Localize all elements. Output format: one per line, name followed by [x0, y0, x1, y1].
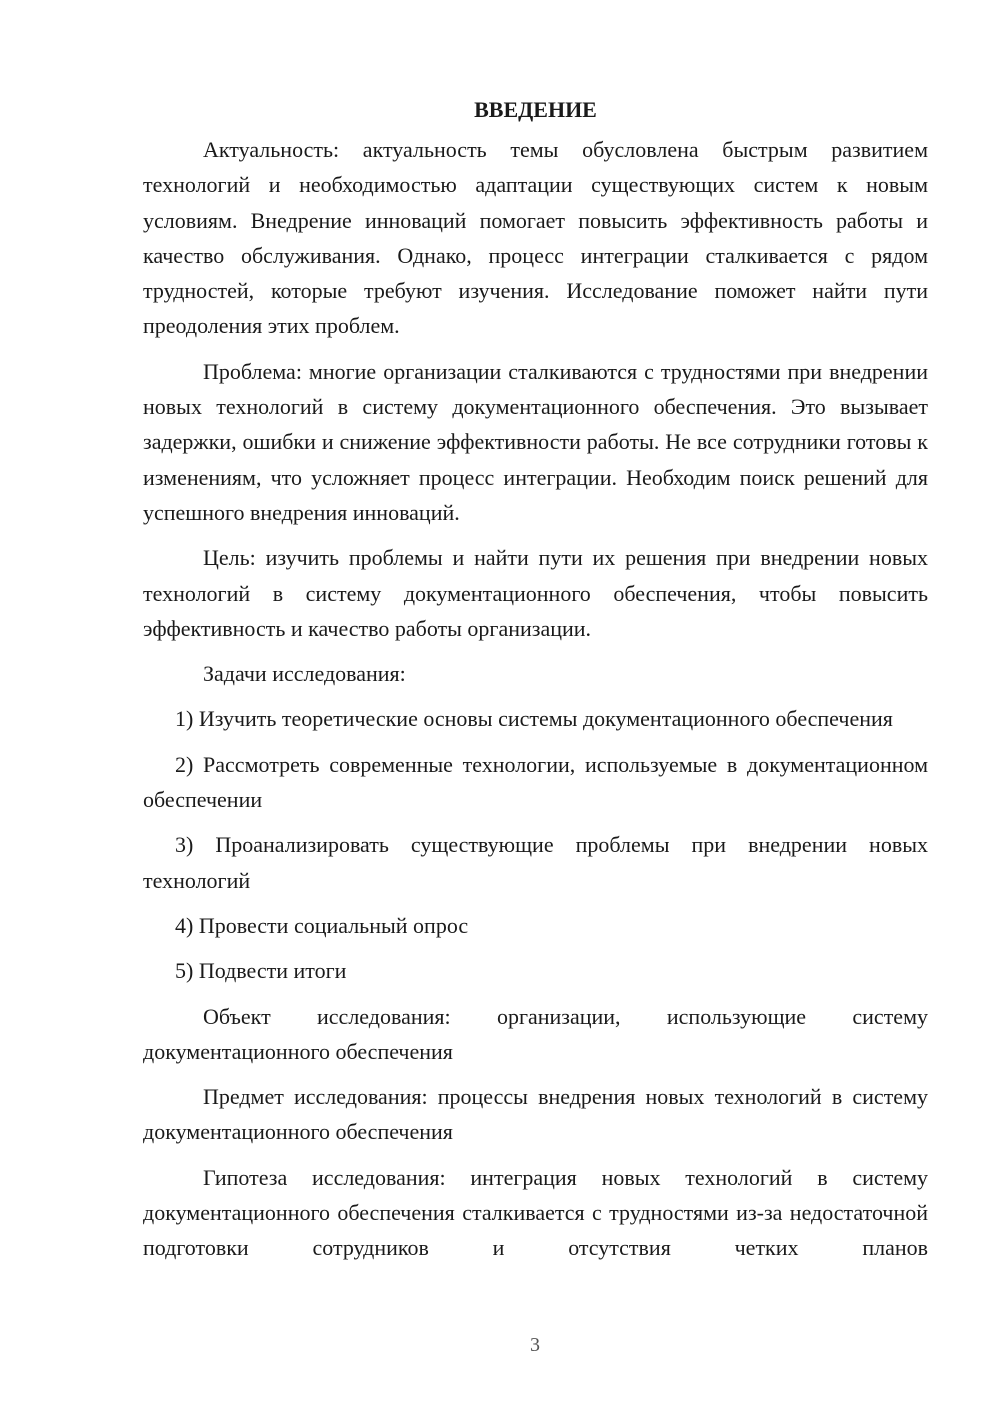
task-item-1: 1) Изучить теоретические основы системы документационного обеспечения: [175, 706, 893, 732]
paragraph-hypothesis: Гипотеза исследования: интеграция новых технологий в систему документационного обеспечения сталкивается с трудностями из-за недостаточной подготовки сотрудников и отсутствия четких планов: [143, 1164, 928, 1261]
paragraph-problem: Проблема: многие организации сталкиваются с трудностями при внедрении новых технологий в систему документационного обеспечения. Это вызывает задержки, ошибки и снижение эффективности работы. Не все сотрудники готовы к изменениям, что усложняет процесс интеграции. Необходим поиск решений для успешного внедрения инноваций.: [143, 358, 928, 525]
page-content: [143, 92, 928, 1266]
paragraph-subject: Предмет исследования: процессы внедрения новых технологий в систему документационного обеспечения: [143, 1084, 928, 1145]
paragraph-object: Объект исследования: организации, использующие систему документационного обеспечения: [143, 1003, 928, 1064]
paragraph-relevance: Актуальность: актуальность темы обусловлена быстрым развитием технологий и необходимостью адаптации существующих систем к новым условиям. Внедрение инноваций помогает повысить эффективность работы и качество обслуживания. Однако, процесс интеграции сталкивается с рядом трудностей, которые требуют изучения. Исследование поможет найти пути преодоления этих проблем.: [143, 137, 928, 339]
paragraph-goal: Цель: изучить проблемы и найти пути их решения при внедрении новых технологий в систему документационного обеспечения, чтобы повысить эффективность и качество работы организации.: [143, 545, 928, 641]
task-item-4: 4) Провести социальный опрос: [175, 912, 469, 938]
page-number: 3: [530, 1334, 540, 1356]
task-item-5: 5) Подвести итоги: [175, 958, 347, 984]
task-item-3: 3) Проанализировать существующие проблемы при внедрении новых технологий: [143, 832, 928, 893]
task-item-2: 2) Рассмотреть современные технологии, используемые в документационном обеспечении: [143, 751, 928, 813]
section-title: ВВЕДЕНИЕ: [474, 97, 597, 122]
paragraph-tasks-heading: Задачи исследования:: [203, 661, 406, 687]
